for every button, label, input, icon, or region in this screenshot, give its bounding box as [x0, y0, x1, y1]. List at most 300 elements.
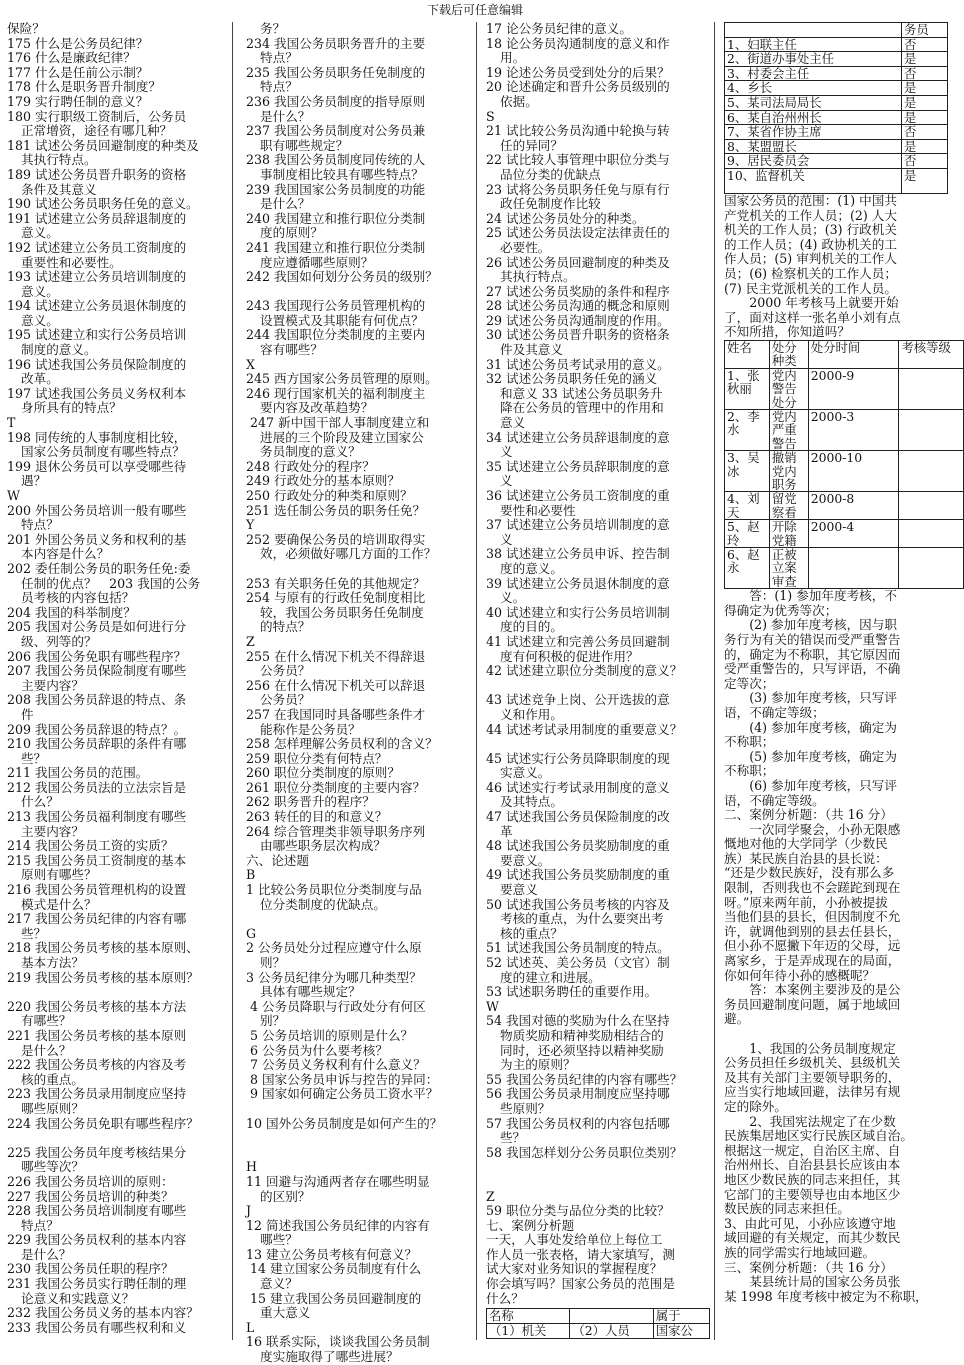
text-line: X: [246, 356, 255, 372]
text-line: 些原则？: [500, 1100, 551, 1116]
text-line: 1、我国的公务员制度规定: [724, 1040, 896, 1056]
text-line: 避。: [724, 1011, 750, 1027]
text-line: 264 综合管理类非领导职务序列: [246, 823, 426, 839]
text-line: 慨地对他的大学同学（少数民: [724, 836, 888, 852]
text-line: 239 我国国家公务员制度的功能: [246, 181, 426, 197]
text-line: S: [486, 108, 495, 124]
table-cell: 8、某盟盟长: [725, 139, 902, 154]
text-line: 46 试述实行考试录用制度的意义: [486, 779, 670, 795]
text-line: 245 西方国家公务员管理的原则。: [246, 371, 438, 387]
text-line: 43 试述竞争上岗、公开选拔的意: [486, 692, 670, 708]
text-line: 受严重警告的，只写评语，不确: [724, 661, 901, 677]
text-line: 务员回避制度问题，属于地域回: [724, 996, 901, 1012]
text-line: 208 我国公务员辞退的特点、条: [7, 692, 187, 708]
text-line: 30 试述公务员晋升职务的资格条: [486, 327, 670, 343]
text-line: 定等次；: [724, 675, 775, 691]
text-line: 义: [500, 444, 513, 460]
table-cell: 是: [901, 95, 947, 110]
text-line: Z: [486, 1188, 495, 1204]
text-line: 260 职位分类制度的原则？: [246, 765, 400, 781]
text-line: 国家公务员制度有哪些特点？: [21, 444, 185, 460]
table-cell: [570, 1309, 653, 1324]
text-line: 员考核的内容包括？: [21, 590, 135, 606]
table-cell: 4、乡长: [725, 81, 902, 96]
text-line: 本内容是什么？: [21, 546, 110, 562]
table-row: [725, 66, 948, 81]
blank-line: [486, 737, 714, 752]
text-line: 进展的三个阶段及建立国家公: [260, 429, 424, 445]
text-line: 国家公务员的范围：(1) 中国共: [724, 192, 897, 208]
text-line: 依据。: [500, 93, 538, 109]
blank-line: [246, 285, 476, 300]
table-row: [725, 451, 964, 492]
text-line: 233 我国公务员有哪些权利和义: [7, 1319, 187, 1335]
text-line: 227 我国公务员培训的种类？: [7, 1188, 174, 1204]
text-line: 实意义。: [500, 765, 551, 781]
table-cell: 2000-8: [808, 492, 899, 520]
text-line: “还是少数民族好，没有那么多: [724, 865, 895, 881]
text-line: 职有哪些规定？: [260, 137, 349, 153]
text-line: 45 试述实行公务员降职制度的现: [486, 750, 670, 766]
text-line: 和意义 33 试述公务员职务升: [500, 385, 663, 401]
blank-line: [246, 912, 476, 927]
text-line: 必要性。: [500, 239, 551, 255]
text-line: 235 我国公务员职务任免制度的: [246, 64, 426, 80]
table-cell: 国家公: [653, 1324, 709, 1339]
text-line: 作人员一张表格，请大家填写，测: [486, 1246, 675, 1262]
text-line: 40 试述建立和实行公务员培训制: [486, 604, 670, 620]
text-line: 37 试述建立公务员培训制度的意: [486, 517, 670, 533]
text-line: 族）某民族自治县的县长说：: [724, 850, 888, 866]
text-line: G: [246, 925, 257, 941]
text-line: 公务员担任乡级机关、县级机关: [724, 1055, 901, 1071]
table-cell: 属于: [653, 1309, 709, 1324]
text-line: 6 公务员为什么要考核？: [246, 1042, 388, 1058]
text-line: 义: [500, 531, 513, 547]
table-cell: 6、某自治州州长: [725, 110, 902, 125]
text-line: 253 有关职务任免的其他规定？: [246, 575, 426, 591]
text-line: (5) 参加年度考核，确定为: [724, 748, 897, 764]
text-line: 2000 年考核马上就要开始: [724, 295, 899, 311]
table-cell: 名称: [487, 1309, 570, 1324]
text-line: 二、案例分析题：（共 16 分）: [724, 807, 893, 823]
table-row: [725, 492, 964, 520]
text-line: 11 回避与沟通两者存在哪些明显: [246, 1173, 430, 1189]
table-cell: [899, 520, 964, 548]
text-line: 容有哪些？: [260, 342, 323, 358]
text-line: L: [246, 1319, 255, 1335]
table-row: [725, 154, 948, 169]
column-3: [486, 22, 715, 1340]
text-line: 193 试述建立公务员培训制度的: [7, 269, 187, 285]
text-line: 10 国外公务员制度是如何产生的？: [246, 1115, 443, 1131]
text-line: 197 试述我国公务员义务权利本: [7, 385, 187, 401]
blank-line: [486, 1175, 714, 1190]
text-line: 254 与原有的行政任免制度相比: [246, 590, 426, 606]
text-line: 些？: [21, 925, 47, 941]
text-line: 特点？: [260, 50, 298, 66]
blank-line: [486, 1160, 714, 1175]
text-line: 230 我国公务员任职的程序？: [7, 1261, 174, 1277]
text-line: 特点？: [260, 79, 298, 95]
text-line: 定的除外。: [724, 1098, 787, 1114]
page-header-note: 下载后可任意编辑: [426, 3, 523, 17]
text-line: 模式是什么？: [21, 896, 97, 912]
text-line: 15 建立我国公务员回避制度的: [246, 1290, 422, 1306]
table-cell: 是: [901, 168, 947, 193]
text-line: 225 我国公务员年度考核结果分: [7, 1144, 187, 1160]
text-line: 38 试述建立公务员申诉、控告制: [486, 546, 670, 562]
text-line: 179 实行聘任制的意义？: [7, 93, 149, 109]
blank-line: [724, 1027, 950, 1042]
table-cell: 撤销党内职务: [769, 451, 808, 492]
text-line: 17 论公务员纪律的意义。: [486, 21, 632, 36]
table-row: [725, 547, 964, 588]
text-line: 205 我国对公务员是如何进行分: [7, 619, 187, 635]
text-line: 2、我国宪法规定了在少数: [724, 1113, 896, 1129]
text-line: 39 试述建立公务员退休制度的意: [486, 575, 670, 591]
text-line: 公务员？: [260, 663, 311, 679]
text-line: 58 我国怎样划分公务员职位类别？: [486, 1144, 683, 1160]
text-line: 178 什么是职务晋升制度？: [7, 79, 161, 95]
table-cell: 2、街道办事处主任: [725, 52, 902, 67]
text-line: 设置模式及其职能有何优点？: [260, 312, 424, 328]
text-line: 248 行政处分的程序？: [246, 458, 375, 474]
text-line: 19 论述公务员受到处分的后果？: [486, 64, 670, 80]
text-line: 较，我国公务员职务任免制度: [260, 604, 424, 620]
text-line: 215 我国公务员工资制度的基本: [7, 852, 187, 868]
text-line: 治州州长、自治县县长应该由本: [724, 1157, 901, 1173]
table-cell: 2000-4: [808, 520, 899, 548]
text-line: (7) 民主党派机关的工作人员。: [724, 280, 897, 296]
text-line: 七、案例分析题: [486, 1217, 575, 1233]
text-line: 政任免制度作比较: [500, 196, 601, 212]
text-line: 241 我国建立和推行职位分类制: [246, 239, 426, 255]
table-row: [725, 37, 948, 52]
blank-line: [7, 1131, 232, 1146]
table-cell: 否: [901, 37, 947, 52]
table-cell: 否: [901, 125, 947, 140]
text-line: 198 同传统的人事制度相比较，: [7, 429, 187, 445]
blank-line: [246, 1146, 476, 1161]
text-line: 218 我国公务员考核的基本原则、: [7, 940, 199, 956]
table-cell: [899, 368, 964, 409]
text-line: 35 试述建立公务员辞职制度的意: [486, 458, 670, 474]
text-line: 论意义和实践意义？: [21, 1290, 135, 1306]
text-line: H: [246, 1159, 257, 1175]
text-line: 247 新中国干部人事制度建立和: [246, 415, 430, 431]
text-line: 语，不确定等级；: [724, 704, 825, 720]
text-line: 237 我国公务员制度对公务员兼: [246, 123, 426, 139]
text-line: 呀。”原来两年前，小孙被提拔: [724, 894, 888, 910]
text-line: 217 我国公务员纪律的内容有哪: [7, 911, 187, 927]
table-row: [725, 139, 948, 154]
text-line: 251 选任制公务员的职务任免？: [246, 502, 426, 518]
text-line: 不称职；: [724, 763, 775, 779]
text-line: 256 在什么情况下机关可以辞退: [246, 677, 426, 693]
text-line: 产党机关的工作人员；(2) 人大: [724, 207, 897, 223]
table-row: [725, 409, 964, 450]
text-line: 246 现行国家机关的福利制度主: [246, 385, 426, 401]
text-line: 哪些原则？: [21, 1100, 84, 1116]
civil-servant-scope-text: [724, 194, 950, 340]
table-cell: 3、村委会主任: [725, 66, 902, 81]
text-line: 度有何积极的促进作用？: [500, 648, 639, 664]
text-line: 252 要确保公务员的培训取得实: [246, 531, 426, 547]
text-line: 度的目的。: [500, 619, 563, 635]
text-line: 250 行政处分的种类和原则？: [246, 488, 413, 503]
text-line: 243 我国现行公务员管理机构的: [246, 298, 426, 314]
text-line: 22 试比较人事管理中职位分类与: [486, 152, 670, 168]
table-cell: 党内警告处分: [769, 368, 808, 409]
text-line: J: [246, 1203, 252, 1219]
text-line: 42 试述建立职位分类制度的意义？: [486, 663, 683, 679]
text-line: 4 公务员降职与行政处分有何区: [246, 998, 426, 1014]
text-line: B: [246, 867, 256, 883]
text-line: 20 论述确定和晋升公务员级别的: [486, 79, 670, 95]
table-cell: [899, 547, 964, 588]
table-row: [725, 95, 948, 110]
text-line: 度的原则？: [260, 225, 323, 241]
text-line: 些？: [500, 1130, 526, 1146]
text-line: 物质奖励和精神奖励相结合的: [500, 1027, 664, 1043]
text-line: 核的重点。: [21, 1071, 84, 1087]
text-line: (6) 参加年度考核，只写评: [724, 777, 897, 793]
table-cell: 处分种类: [769, 340, 808, 368]
text-line: 175 什么是公务员纪律？: [7, 35, 149, 51]
table-cell: 2、李水: [725, 409, 770, 450]
text-line: 28 试述公务员沟通的概念和原则: [486, 298, 670, 314]
text-line: 些？: [21, 750, 47, 766]
table-cell: 4、刘天: [725, 492, 770, 520]
text-line: 59 职位分类与品位分类的比较？: [486, 1203, 670, 1219]
text-line: 则？: [260, 955, 286, 970]
table-row: [725, 52, 948, 67]
text-line: 试大家对业务知识的掌握程度？: [486, 1261, 663, 1277]
table-cell: 7、某省作协主席: [725, 125, 902, 140]
text-line: 200 外国公务员培训一般有哪些: [7, 502, 187, 518]
table-cell: 6、赵永: [725, 547, 770, 588]
text-line: 降在公务员的管理中的作用和: [500, 400, 664, 416]
text-line: 196 试述我国公务员保险制度的: [7, 356, 187, 372]
text-line: 223 我国公务员录用制度应坚持: [7, 1086, 187, 1102]
text-line: 及其特点。: [500, 794, 563, 810]
text-line: 232 我国公务员义务的基本内容？: [7, 1305, 199, 1321]
text-line: 是什么？: [260, 196, 311, 212]
text-line: 意义: [500, 415, 526, 431]
civil-servant-table: [724, 22, 948, 194]
text-line: 是什么？: [21, 1042, 72, 1058]
text-line: 238 我国公务员制度同传统的人: [246, 152, 426, 168]
blank-line: [246, 1131, 476, 1146]
table-cell: 是: [901, 81, 947, 96]
text-line: 21 试比较公务员沟通中轮换与转: [486, 123, 670, 139]
table-row: [725, 125, 948, 140]
text-line: 221 我国公务员考核的基本原则: [7, 1027, 187, 1043]
text-line: W: [486, 998, 499, 1014]
text-line: 离家乡，于是弄成现在的局面，: [724, 953, 901, 969]
text-line: 18 论公务员沟通制度的意义和作: [486, 35, 670, 51]
blank-line: [7, 985, 232, 1000]
text-line: 别？: [260, 1013, 286, 1029]
text-line: 务行为有关的错误而受严重警告: [724, 631, 901, 647]
text-line: 位分类制度的优缺点。: [260, 896, 386, 912]
text-line: 222 我国公务员考核的内容及考: [7, 1057, 187, 1073]
text-line: 条件及其意义: [21, 181, 97, 197]
text-line: 244 我国职位分类制度的主要内: [246, 327, 426, 343]
text-line: 事制度相比较具有哪些特点？: [260, 166, 424, 182]
text-line: 53 试述职务聘任的重要作用。: [486, 984, 658, 1000]
text-line: 34 试述建立公务员辞退制度的意: [486, 429, 670, 445]
text-line: 重大意义: [260, 1305, 311, 1321]
text-line: 49 试述我国公务员奖励制度的重: [486, 867, 670, 883]
text-line: 2 公务员处分过程应遵守什么原: [246, 940, 422, 956]
text-line: 要性和必要性: [500, 502, 576, 518]
text-line: 201 外国公务员义务和权利的基: [7, 531, 187, 547]
text-line: 度的建立和进展。: [500, 969, 601, 985]
text-line: 32 试述公务员职务任免的涵义: [486, 371, 658, 387]
text-line: 意义。: [21, 312, 59, 328]
text-line: 数民族的同志来担任。: [724, 1201, 850, 1217]
table-cell: 9、居民委员会: [725, 154, 902, 169]
text-line: 194 试述建立公务员退休制度的: [7, 298, 187, 314]
table-cell: 10、监督机关: [725, 168, 902, 193]
text-line: 3、由此可见，小孙应该遵守地: [724, 1215, 896, 1231]
text-line: 务员制度的意义？: [260, 444, 361, 460]
text-line: 正常增资，途径有哪几种？: [21, 123, 173, 139]
text-line: 219 我国公务员考核的基本原则？: [7, 969, 199, 985]
text-line: 13 建立公务员考核有何意义？: [246, 1246, 418, 1262]
text-line: 答：(1) 参加年度考核，不: [724, 588, 897, 604]
table-cell: 否: [901, 66, 947, 81]
text-line: 员；(6) 检察机关的工作人员；: [724, 265, 897, 281]
text-line: 48 试述我国公务员奖励制度的重: [486, 838, 670, 854]
text-line: 特点？: [21, 1217, 59, 1233]
text-line: 257 在我国同时具备哪些条件才: [246, 706, 426, 722]
text-line: 意义？: [260, 1276, 298, 1292]
table-cell: 姓名: [725, 340, 770, 368]
text-line: 24 试述公务员处分的种类。: [486, 210, 645, 226]
text-line: 190 试述公务员职务任免的意义。: [7, 196, 199, 212]
text-line: 55 我国公务员纪律的内容有哪些？: [486, 1071, 683, 1087]
text-line: 220 我国公务员考核的基本方法: [7, 998, 187, 1014]
text-line: 56 我国公务员录用制度应坚持哪: [486, 1086, 670, 1102]
table-cell: 正被立案审查: [769, 547, 808, 588]
text-line: (4) 参加年度考核，确定为: [724, 719, 897, 735]
text-line: 51 试述我国公务员制度的特点。: [486, 940, 670, 956]
table-cell: 是: [901, 52, 947, 67]
table-cell: 是: [901, 139, 947, 154]
text-line: 但小孙不愿撇下年迈的父母，远: [724, 938, 901, 954]
table-cell: 2000-10: [808, 451, 899, 492]
text-line: 得确定为优秀等次；: [724, 602, 838, 618]
text-line: 原则有哪些？: [21, 867, 97, 883]
table-row: [725, 368, 964, 409]
text-line: 189 试述公务员晋升职务的资格: [7, 166, 187, 182]
text-line: 不知所措，你知道吗？: [724, 324, 850, 340]
text-line: 意义。: [21, 283, 59, 299]
text-line: 195 试述建立和实行公务员培训: [7, 327, 187, 343]
text-line: 209 我国公务员辞退的特点？。: [7, 721, 187, 737]
text-line: 某县统计局的国家公务员张: [724, 1274, 901, 1290]
table-cell: 3、吴冰: [725, 451, 770, 492]
column-2: [246, 21, 477, 1365]
column-1: [7, 22, 233, 1340]
text-line: 核的重点？: [500, 925, 563, 941]
text-line: 224 我国公务员免职有哪些程序？: [7, 1115, 199, 1131]
text-line: 哪些等次？: [21, 1159, 84, 1175]
text-line: 件: [21, 706, 34, 722]
text-line: 身所具有的特点？: [21, 400, 122, 416]
text-line: 199 退休公务员可以享受哪些待: [7, 458, 187, 474]
text-line: 机关的工作人员；(3) 行政机关: [724, 222, 897, 238]
text-line: 206 我国公务免职有哪些程序？: [7, 648, 187, 664]
text-line: 181 试述公务员回避制度的种类及: [7, 137, 199, 153]
text-line: 207 我国公务员保险制度有哪些: [7, 663, 187, 679]
table-row: [725, 168, 948, 193]
text-line: 27 试述公务员奖励的条件和程序: [486, 283, 670, 299]
text-line: Z: [246, 633, 255, 649]
table-cell: 1、张秋丽: [725, 368, 770, 409]
text-line: 任制的优点？ 203 我国的公务: [21, 575, 201, 591]
table-cell: [725, 23, 902, 38]
blank-line: [246, 1102, 476, 1117]
text-line: 品位分类的优缺点: [500, 166, 601, 182]
text-line: 革: [500, 823, 513, 839]
text-line: 的工作人员；(4) 政协机关的工: [724, 236, 897, 252]
text-line: 的区别？: [260, 1188, 311, 1204]
column-4: [724, 22, 950, 1340]
text-line: 答：本案例主要涉及的是公: [724, 982, 901, 998]
text-line: 57 我国公务员权利的内容包括哪: [486, 1115, 670, 1131]
text-line: 特点？: [21, 517, 59, 533]
table-cell: 5、某司法局局长: [725, 95, 902, 110]
text-line: 你会填写吗？国家公务员的范围是: [486, 1276, 675, 1292]
text-line: 度的意义。: [500, 560, 563, 576]
text-line: 262 职务晋升的程序？: [246, 794, 375, 810]
table-cell: 处分时间: [808, 340, 899, 368]
text-line: 效，必须做好哪几方面的工作？: [260, 546, 437, 562]
text-line: (2) 参加年度考核，因与职: [724, 617, 897, 633]
text-line: 213 我国公务员福利制度有哪些: [7, 809, 187, 825]
table-row: [487, 1324, 710, 1339]
text-line: 用。: [500, 50, 526, 66]
text-line: 26 试述公务员回避制度的种类及: [486, 254, 670, 270]
text-line: 要内容及改革趋势？: [260, 400, 374, 416]
text-line: 意义。: [21, 225, 59, 241]
table-cell: [899, 409, 964, 450]
blank-line: [486, 679, 714, 694]
text-line: 语，不确定等级。: [724, 792, 825, 808]
text-line: 的，确定为不称职，其它原因而: [724, 646, 901, 662]
text-line: 204 我国的科举制度？: [7, 604, 136, 620]
table-cell: 务员: [901, 23, 947, 38]
text-line: T: [7, 415, 16, 431]
text-line: 177 什么是任前公示制？: [7, 64, 149, 80]
text-line: 1 比较公务员职位分类制度与品: [246, 882, 422, 898]
table-cell: 2000-3: [808, 409, 899, 450]
text-line: 公务员？: [260, 692, 311, 708]
text-line: 261 职位分类制度的主要内容？: [246, 779, 426, 795]
text-line: 有哪些？: [21, 1013, 72, 1029]
text-line: 度应遵循哪些原则？: [260, 254, 374, 270]
text-line: 地区少数民族的同志来担任，其: [724, 1171, 901, 1187]
text-line: 16 联系实际，谈谈我国公务员制: [246, 1334, 430, 1350]
text-line: 258 怎样理解公务员权利的含义？: [246, 736, 438, 752]
text-line: 的特点？: [260, 619, 311, 635]
text-line: 23 试将公务员职务任免与原有行: [486, 181, 670, 197]
table-cell: 开除党籍: [769, 520, 808, 548]
